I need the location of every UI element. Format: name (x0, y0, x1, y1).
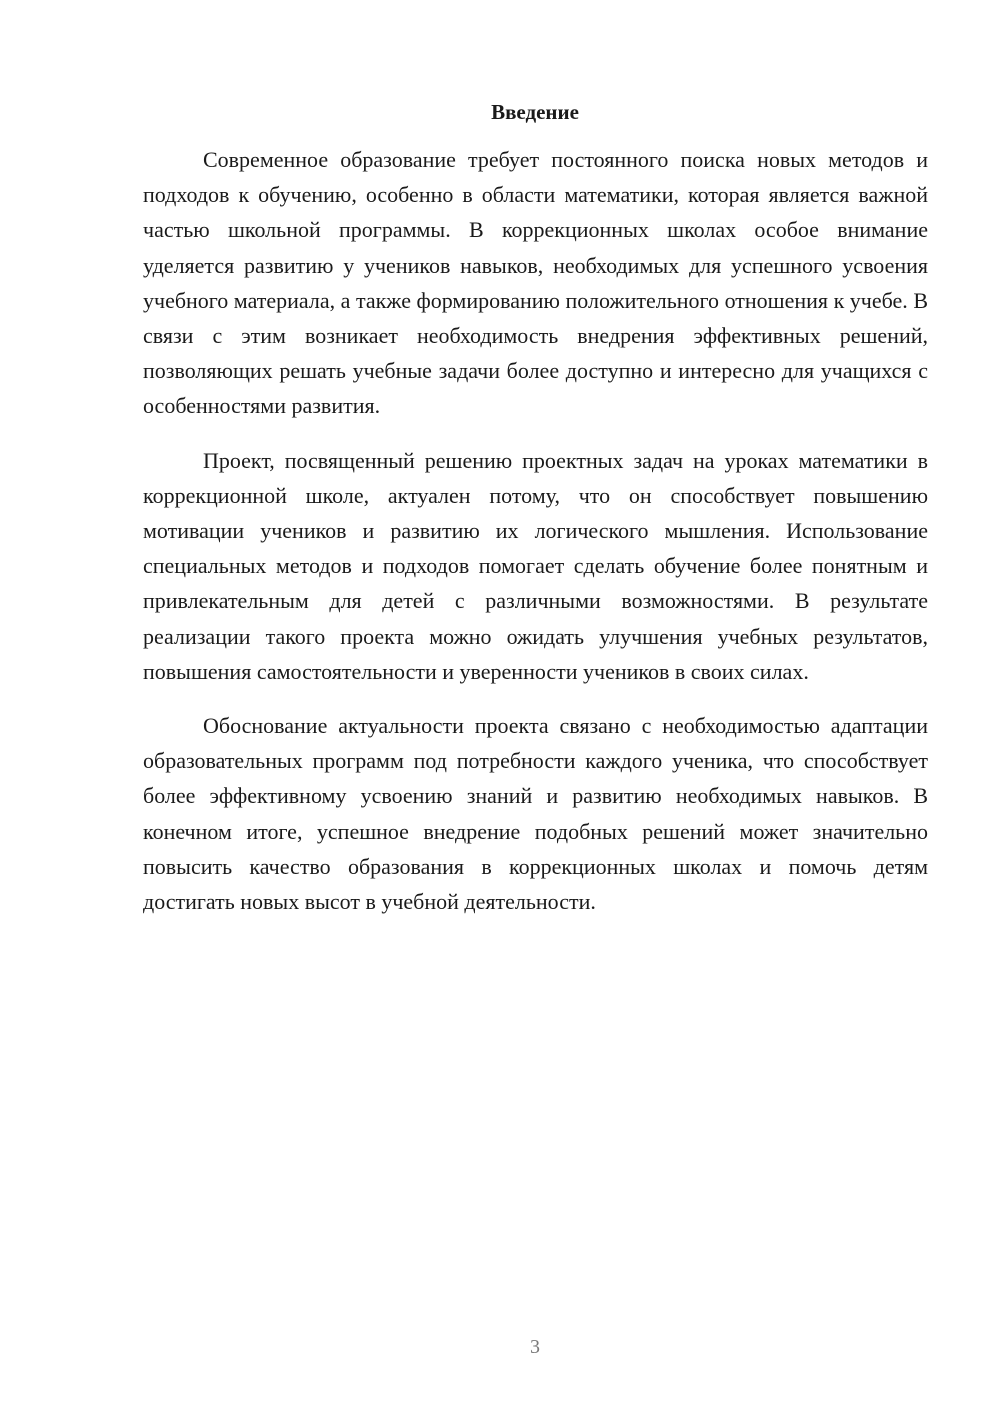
page-number: 3 (530, 1336, 540, 1358)
paragraph-1: Современное образование требует постоянного поиска новых методов и подходов к обучению, особенно в области математики, которая является важной частью школьной программы. В коррекционных школах особое внимание уделяется развитию у учеников навыков, необходимых для успешного усвоения учебного материала, а также формированию положительного отношения к учебе. В связи с этим возникает необходимость внедрения эффективных решений, позволяющих решать учебные задачи более доступно и интересно для учащихся с особенностями развития. (143, 147, 928, 419)
paragraph-3: Обоснование актуальности проекта связано с необходимостью адаптации образовательных программ под потребности каждого ученика, что способствует более эффективному усвоению знаний и развитию необходимых навыков. В конечном итоге, успешное внедрение подобных решений может значительно повысить качество образования в коррекционных школах и помочь детям достигать новых высот в учебной деятельности. (143, 713, 928, 915)
paragraph-2: Проект, посвященный решению проектных задач на уроках математики в коррекционной школе, актуален потому, что он способствует повышению мотивации учеников и развитию их логического мышления. Использование специальных методов и подходов помогает сделать обучение более понятным и привлекательным для детей с различными возможностями. В результате реализации такого проекта можно ожидать улучшения учебных результатов, повышения самостоятельности и уверенности учеников в своих силах. (143, 447, 928, 684)
body-text (143, 142, 928, 938)
section-title: Введение (491, 100, 579, 124)
